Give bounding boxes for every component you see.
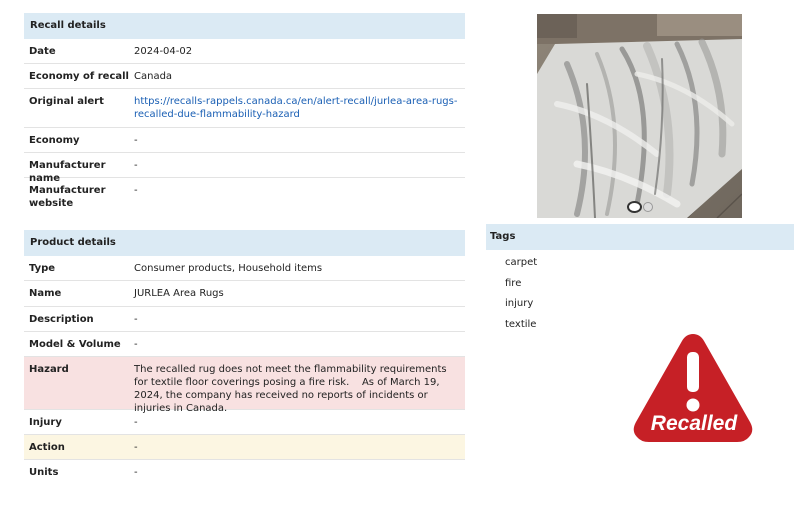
product-details-table xyxy=(24,230,465,485)
rug-image xyxy=(537,14,742,218)
row-key: Hazard xyxy=(29,364,69,375)
row-value: JURLEA Area Rugs xyxy=(134,288,224,299)
row-key: Action xyxy=(29,442,65,453)
carousel-dot-active[interactable] xyxy=(627,201,642,213)
row-injury xyxy=(24,410,465,435)
recall-details-table xyxy=(24,13,465,216)
row-key: Name xyxy=(29,288,62,299)
row-value: - xyxy=(134,417,138,428)
row-manufacturer-website xyxy=(24,178,465,216)
row-economy-of-recall xyxy=(24,64,465,89)
tag-item[interactable]: fire xyxy=(505,277,522,289)
row-name xyxy=(24,281,465,307)
row-manufacturer-name xyxy=(24,153,465,184)
row-key: Economy of recall xyxy=(29,71,129,82)
row-units xyxy=(24,460,465,485)
product-details-heading: Product details xyxy=(24,230,465,256)
product-photo[interactable] xyxy=(537,14,742,218)
row-key: Units xyxy=(29,467,59,478)
row-description xyxy=(24,307,465,332)
row-key: Date xyxy=(29,46,56,57)
row-value: - xyxy=(134,467,138,478)
row-value: - xyxy=(134,314,138,325)
row-value: 2024-04-02 xyxy=(134,46,193,57)
tag-item[interactable]: carpet xyxy=(505,257,538,268)
row-model-volume xyxy=(24,332,465,357)
row-value: - xyxy=(134,339,138,350)
row-hazard xyxy=(24,357,465,414)
row-key: Injury xyxy=(29,417,62,428)
row-key: Original alert xyxy=(29,96,104,107)
row-key: Manufacturer name xyxy=(29,160,106,184)
carousel-dot[interactable] xyxy=(643,202,653,212)
recall-details-heading: Recall details xyxy=(24,13,465,39)
row-value: - xyxy=(134,135,138,146)
row-value: The recalled rug does not meet the flammability requirements for textile floor coverings posing a fire risk. As of March 19, 2024, the company has received no reports of incidents or injuries in Canada. xyxy=(134,364,450,414)
row-date xyxy=(24,39,465,64)
row-value: - xyxy=(134,185,138,196)
row-key: Description xyxy=(29,314,94,325)
tag-item[interactable]: injury xyxy=(505,298,534,309)
original-alert-link[interactable]: https://recalls-rappels.canada.ca/en/alert-recall/jurlea-area-rugs-recalled-due-flammability-hazard xyxy=(134,96,458,120)
row-type xyxy=(24,256,465,281)
tags-heading: Tags xyxy=(486,224,794,250)
badge-label: Recalled xyxy=(650,412,738,435)
row-action xyxy=(24,435,465,460)
row-value-wrap xyxy=(134,89,465,127)
row-value: Canada xyxy=(134,71,173,82)
row-economy xyxy=(24,128,465,153)
row-key: Manufacturer website xyxy=(29,185,106,209)
row-key: Economy xyxy=(29,135,80,146)
recalled-badge xyxy=(632,330,754,444)
tags-panel xyxy=(486,224,794,335)
row-value: - xyxy=(134,442,138,453)
carousel-dots xyxy=(627,201,654,213)
tag-item[interactable]: textile xyxy=(505,318,537,330)
row-value: Consumer products, Household items xyxy=(134,263,323,274)
warning-triangle-icon xyxy=(632,330,754,444)
row-key: Model & Volume xyxy=(29,339,121,350)
row-key: Type xyxy=(29,263,56,274)
row-original-alert xyxy=(24,89,465,128)
row-value: - xyxy=(134,160,138,171)
